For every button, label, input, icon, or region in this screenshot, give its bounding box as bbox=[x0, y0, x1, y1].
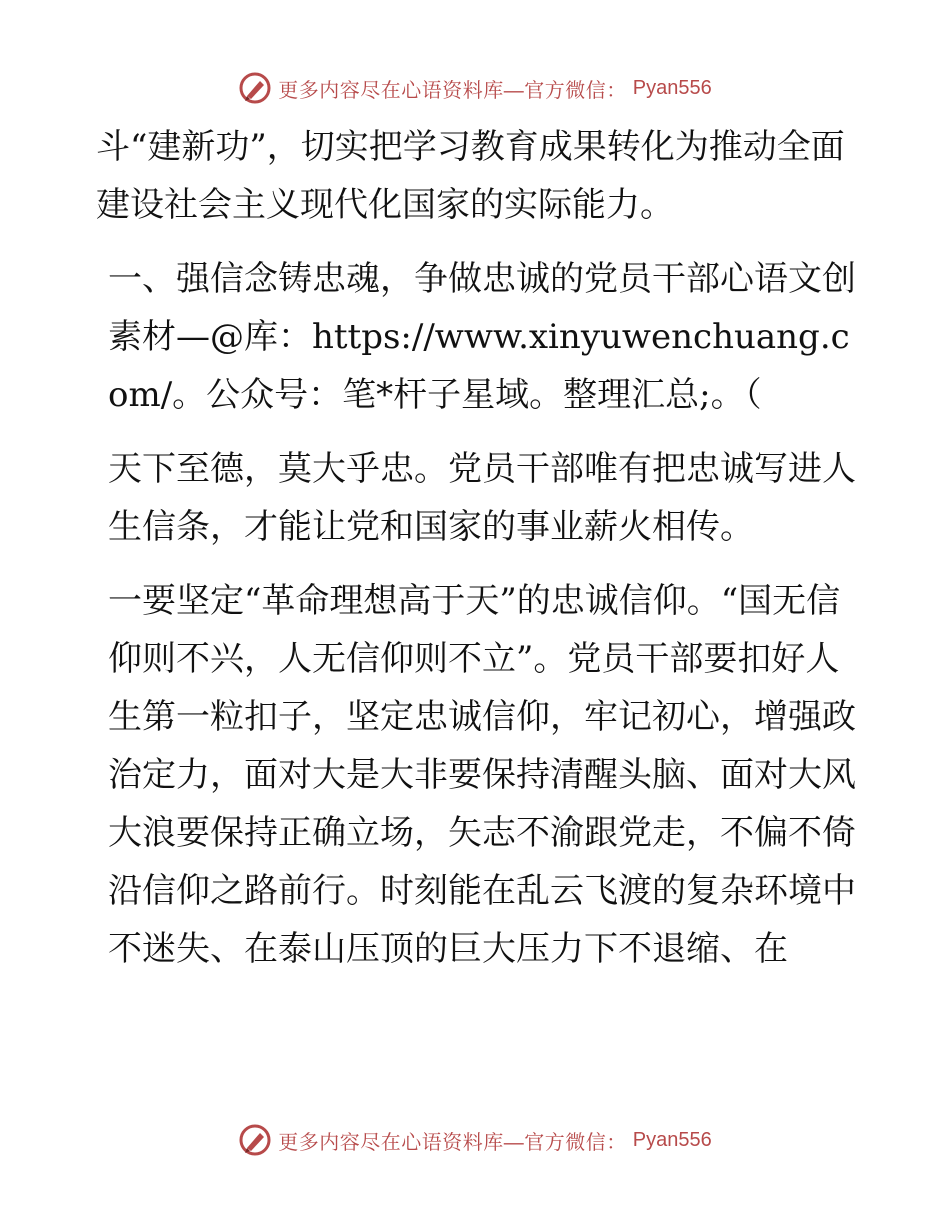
footer-banner-contact: Pyan556 bbox=[632, 1128, 712, 1151]
paragraph-3: 天下至德，莫大乎忠。党员干部唯有把忠诚写进人生信条，才能让党和国家的事业薪火相传。 bbox=[108, 449, 856, 547]
paragraph-2: 一、强信念铸忠魂，争做忠诚的党员干部心语文创素材—@库：https://www.xinyuwenchuang.com/。公众号：笔*杆子星域。整理汇总;。（ bbox=[108, 259, 856, 415]
paragraph-4: 一要坚定“革命理想高于天”的忠诚信仰。“国无信仰则不兴，人无信仰则不立”。党员干部要扣好人生第一粒扣子，坚定忠诚信仰，牢记初心，增强政治定力，面对大是大非要保持清醒头脑、面对大风大浪要保持正确立场，矢志不渝跟党走，不偏不倚沿信仰之路前行。时刻能在乱云飞渡的复杂环境中不迷失、在泰山压顶的巨大压力下不退缩、在 bbox=[108, 581, 856, 969]
footer-watermark-banner bbox=[0, 1120, 950, 1160]
header-banner-contact: Pyan556 bbox=[632, 76, 712, 99]
pen-logo-icon bbox=[238, 1123, 272, 1157]
body-text bbox=[96, 118, 856, 994]
header-banner-text: 更多内容尽在心语资料库—官方微信： bbox=[278, 79, 627, 102]
paragraph-1: 斗“建新功”，切实把学习教育成果转化为推动全面建设社会主义现代化国家的实际能力。 bbox=[96, 127, 845, 225]
header-watermark-banner bbox=[0, 68, 950, 108]
footer-banner-text: 更多内容尽在心语资料库—官方微信： bbox=[278, 1131, 627, 1154]
pen-logo-icon bbox=[238, 71, 272, 105]
